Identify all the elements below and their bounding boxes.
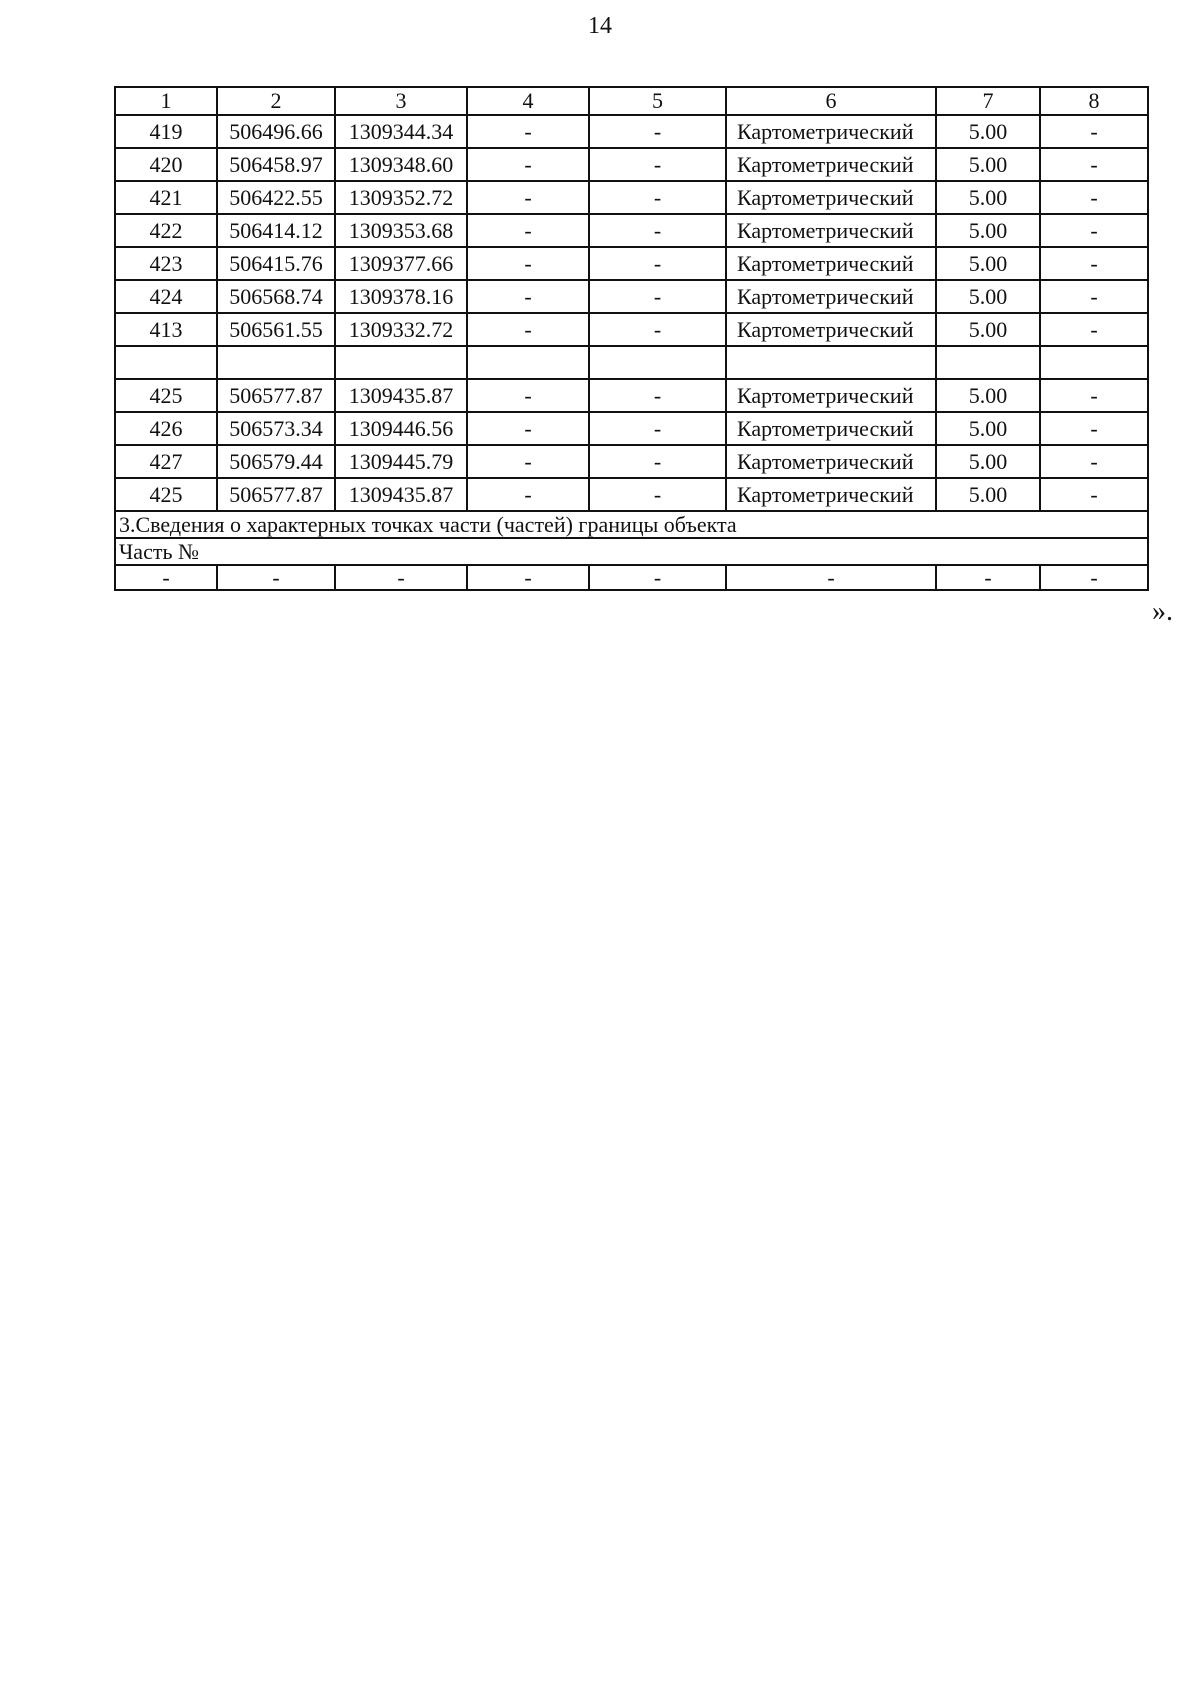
section-title: 3.Сведения о характерных точках части (частей) границы объекта <box>115 511 1148 538</box>
dash-cell: - <box>726 565 936 590</box>
col5-cell: - <box>589 478 726 511</box>
col4-cell: - <box>467 445 589 478</box>
col8-cell: - <box>1040 181 1148 214</box>
method-cell: Картометрический <box>726 115 936 148</box>
accuracy-cell: 5.00 <box>936 181 1040 214</box>
accuracy-cell <box>936 346 1040 379</box>
point-number-cell: 423 <box>115 247 217 280</box>
header-cell-8: 8 <box>1040 87 1148 115</box>
table-row <box>115 412 1148 445</box>
col5-cell <box>589 346 726 379</box>
y-coordinate-cell: 1309435.87 <box>335 379 467 412</box>
accuracy-cell: 5.00 <box>936 445 1040 478</box>
point-number-cell: 413 <box>115 313 217 346</box>
table-row <box>115 214 1148 247</box>
col4-cell: - <box>467 313 589 346</box>
point-number-cell: 422 <box>115 214 217 247</box>
method-cell: Картометрический <box>726 478 936 511</box>
dash-cell: - <box>467 565 589 590</box>
table-separator-row <box>115 346 1148 379</box>
col5-cell: - <box>589 379 726 412</box>
col5-cell: - <box>589 313 726 346</box>
accuracy-cell: 5.00 <box>936 280 1040 313</box>
point-number-cell: 420 <box>115 148 217 181</box>
col4-cell: - <box>467 148 589 181</box>
empty-part-row <box>115 565 1148 590</box>
x-coordinate-cell: 506573.34 <box>217 412 335 445</box>
accuracy-cell: 5.00 <box>936 412 1040 445</box>
x-coordinate-cell: 506496.66 <box>217 115 335 148</box>
accuracy-cell: 5.00 <box>936 115 1040 148</box>
table-row <box>115 115 1148 148</box>
x-coordinate-cell: 506579.44 <box>217 445 335 478</box>
col5-cell: - <box>589 445 726 478</box>
y-coordinate-cell: 1309348.60 <box>335 148 467 181</box>
part-label-row <box>115 538 1148 565</box>
method-cell <box>726 346 936 379</box>
header-cell-2: 2 <box>217 87 335 115</box>
header-cell-3: 3 <box>335 87 467 115</box>
y-coordinate-cell: 1309378.16 <box>335 280 467 313</box>
accuracy-cell: 5.00 <box>936 379 1040 412</box>
point-number-cell: 425 <box>115 478 217 511</box>
method-cell: Картометрический <box>726 412 936 445</box>
col8-cell: - <box>1040 478 1148 511</box>
x-coordinate-cell: 506458.97 <box>217 148 335 181</box>
accuracy-cell: 5.00 <box>936 148 1040 181</box>
col5-cell: - <box>589 181 726 214</box>
y-coordinate-cell: 1309435.87 <box>335 478 467 511</box>
method-cell: Картометрический <box>726 313 936 346</box>
table-row <box>115 478 1148 511</box>
method-cell: Картометрический <box>726 379 936 412</box>
point-number-cell: 421 <box>115 181 217 214</box>
header-cell-4: 4 <box>467 87 589 115</box>
y-coordinate-cell: 1309332.72 <box>335 313 467 346</box>
col8-cell: - <box>1040 379 1148 412</box>
col4-cell: - <box>467 247 589 280</box>
y-coordinate-cell: 1309377.66 <box>335 247 467 280</box>
header-cell-7: 7 <box>936 87 1040 115</box>
accuracy-cell: 5.00 <box>936 214 1040 247</box>
method-cell: Картометрический <box>726 247 936 280</box>
table-row <box>115 148 1148 181</box>
col4-cell: - <box>467 115 589 148</box>
point-number-cell <box>115 346 217 379</box>
accuracy-cell: 5.00 <box>936 247 1040 280</box>
col4-cell: - <box>467 280 589 313</box>
x-coordinate-cell <box>217 346 335 379</box>
table-row <box>115 379 1148 412</box>
method-cell: Картометрический <box>726 445 936 478</box>
table-row <box>115 280 1148 313</box>
part-label: Часть № <box>115 538 1148 565</box>
y-coordinate-cell: 1309344.34 <box>335 115 467 148</box>
y-coordinate-cell: 1309445.79 <box>335 445 467 478</box>
y-coordinate-cell <box>335 346 467 379</box>
col4-cell: - <box>467 379 589 412</box>
accuracy-cell: 5.00 <box>936 313 1040 346</box>
header-cell-6: 6 <box>726 87 936 115</box>
dash-cell: - <box>936 565 1040 590</box>
col8-cell: - <box>1040 115 1148 148</box>
col8-cell <box>1040 346 1148 379</box>
dash-cell: - <box>115 565 217 590</box>
y-coordinate-cell: 1309352.72 <box>335 181 467 214</box>
dash-cell: - <box>1040 565 1148 590</box>
col4-cell: - <box>467 412 589 445</box>
x-coordinate-cell: 506577.87 <box>217 379 335 412</box>
x-coordinate-cell: 506568.74 <box>217 280 335 313</box>
col5-cell: - <box>589 148 726 181</box>
point-number-cell: 425 <box>115 379 217 412</box>
closing-quote-mark: ». <box>1152 596 1173 627</box>
col8-cell: - <box>1040 280 1148 313</box>
header-cell-5: 5 <box>589 87 726 115</box>
header-cell-1: 1 <box>115 87 217 115</box>
col8-cell: - <box>1040 148 1148 181</box>
point-number-cell: 426 <box>115 412 217 445</box>
table-row <box>115 247 1148 280</box>
y-coordinate-cell: 1309353.68 <box>335 214 467 247</box>
page-number: 14 <box>588 13 612 39</box>
table-header-row <box>115 87 1148 115</box>
table-row <box>115 313 1148 346</box>
dash-cell: - <box>335 565 467 590</box>
point-number-cell: 424 <box>115 280 217 313</box>
point-number-cell: 419 <box>115 115 217 148</box>
col8-cell: - <box>1040 412 1148 445</box>
method-cell: Картометрический <box>726 148 936 181</box>
col4-cell: - <box>467 181 589 214</box>
col5-cell: - <box>589 247 726 280</box>
table-row <box>115 181 1148 214</box>
x-coordinate-cell: 506415.76 <box>217 247 335 280</box>
col4-cell <box>467 346 589 379</box>
accuracy-cell: 5.00 <box>936 478 1040 511</box>
col4-cell: - <box>467 214 589 247</box>
col5-cell: - <box>589 412 726 445</box>
coordinates-table-body <box>115 87 1148 590</box>
point-number-cell: 427 <box>115 445 217 478</box>
col5-cell: - <box>589 115 726 148</box>
x-coordinate-cell: 506422.55 <box>217 181 335 214</box>
col8-cell: - <box>1040 247 1148 280</box>
x-coordinate-cell: 506577.87 <box>217 478 335 511</box>
col5-cell: - <box>589 214 726 247</box>
section-title-row <box>115 511 1148 538</box>
col4-cell: - <box>467 478 589 511</box>
x-coordinate-cell: 506414.12 <box>217 214 335 247</box>
method-cell: Картометрический <box>726 181 936 214</box>
dash-cell: - <box>589 565 726 590</box>
dash-cell: - <box>217 565 335 590</box>
x-coordinate-cell: 506561.55 <box>217 313 335 346</box>
y-coordinate-cell: 1309446.56 <box>335 412 467 445</box>
table-row <box>115 445 1148 478</box>
method-cell: Картометрический <box>726 214 936 247</box>
coordinates-table <box>114 86 1149 591</box>
col8-cell: - <box>1040 445 1148 478</box>
col8-cell: - <box>1040 313 1148 346</box>
col5-cell: - <box>589 280 726 313</box>
col8-cell: - <box>1040 214 1148 247</box>
method-cell: Картометрический <box>726 280 936 313</box>
